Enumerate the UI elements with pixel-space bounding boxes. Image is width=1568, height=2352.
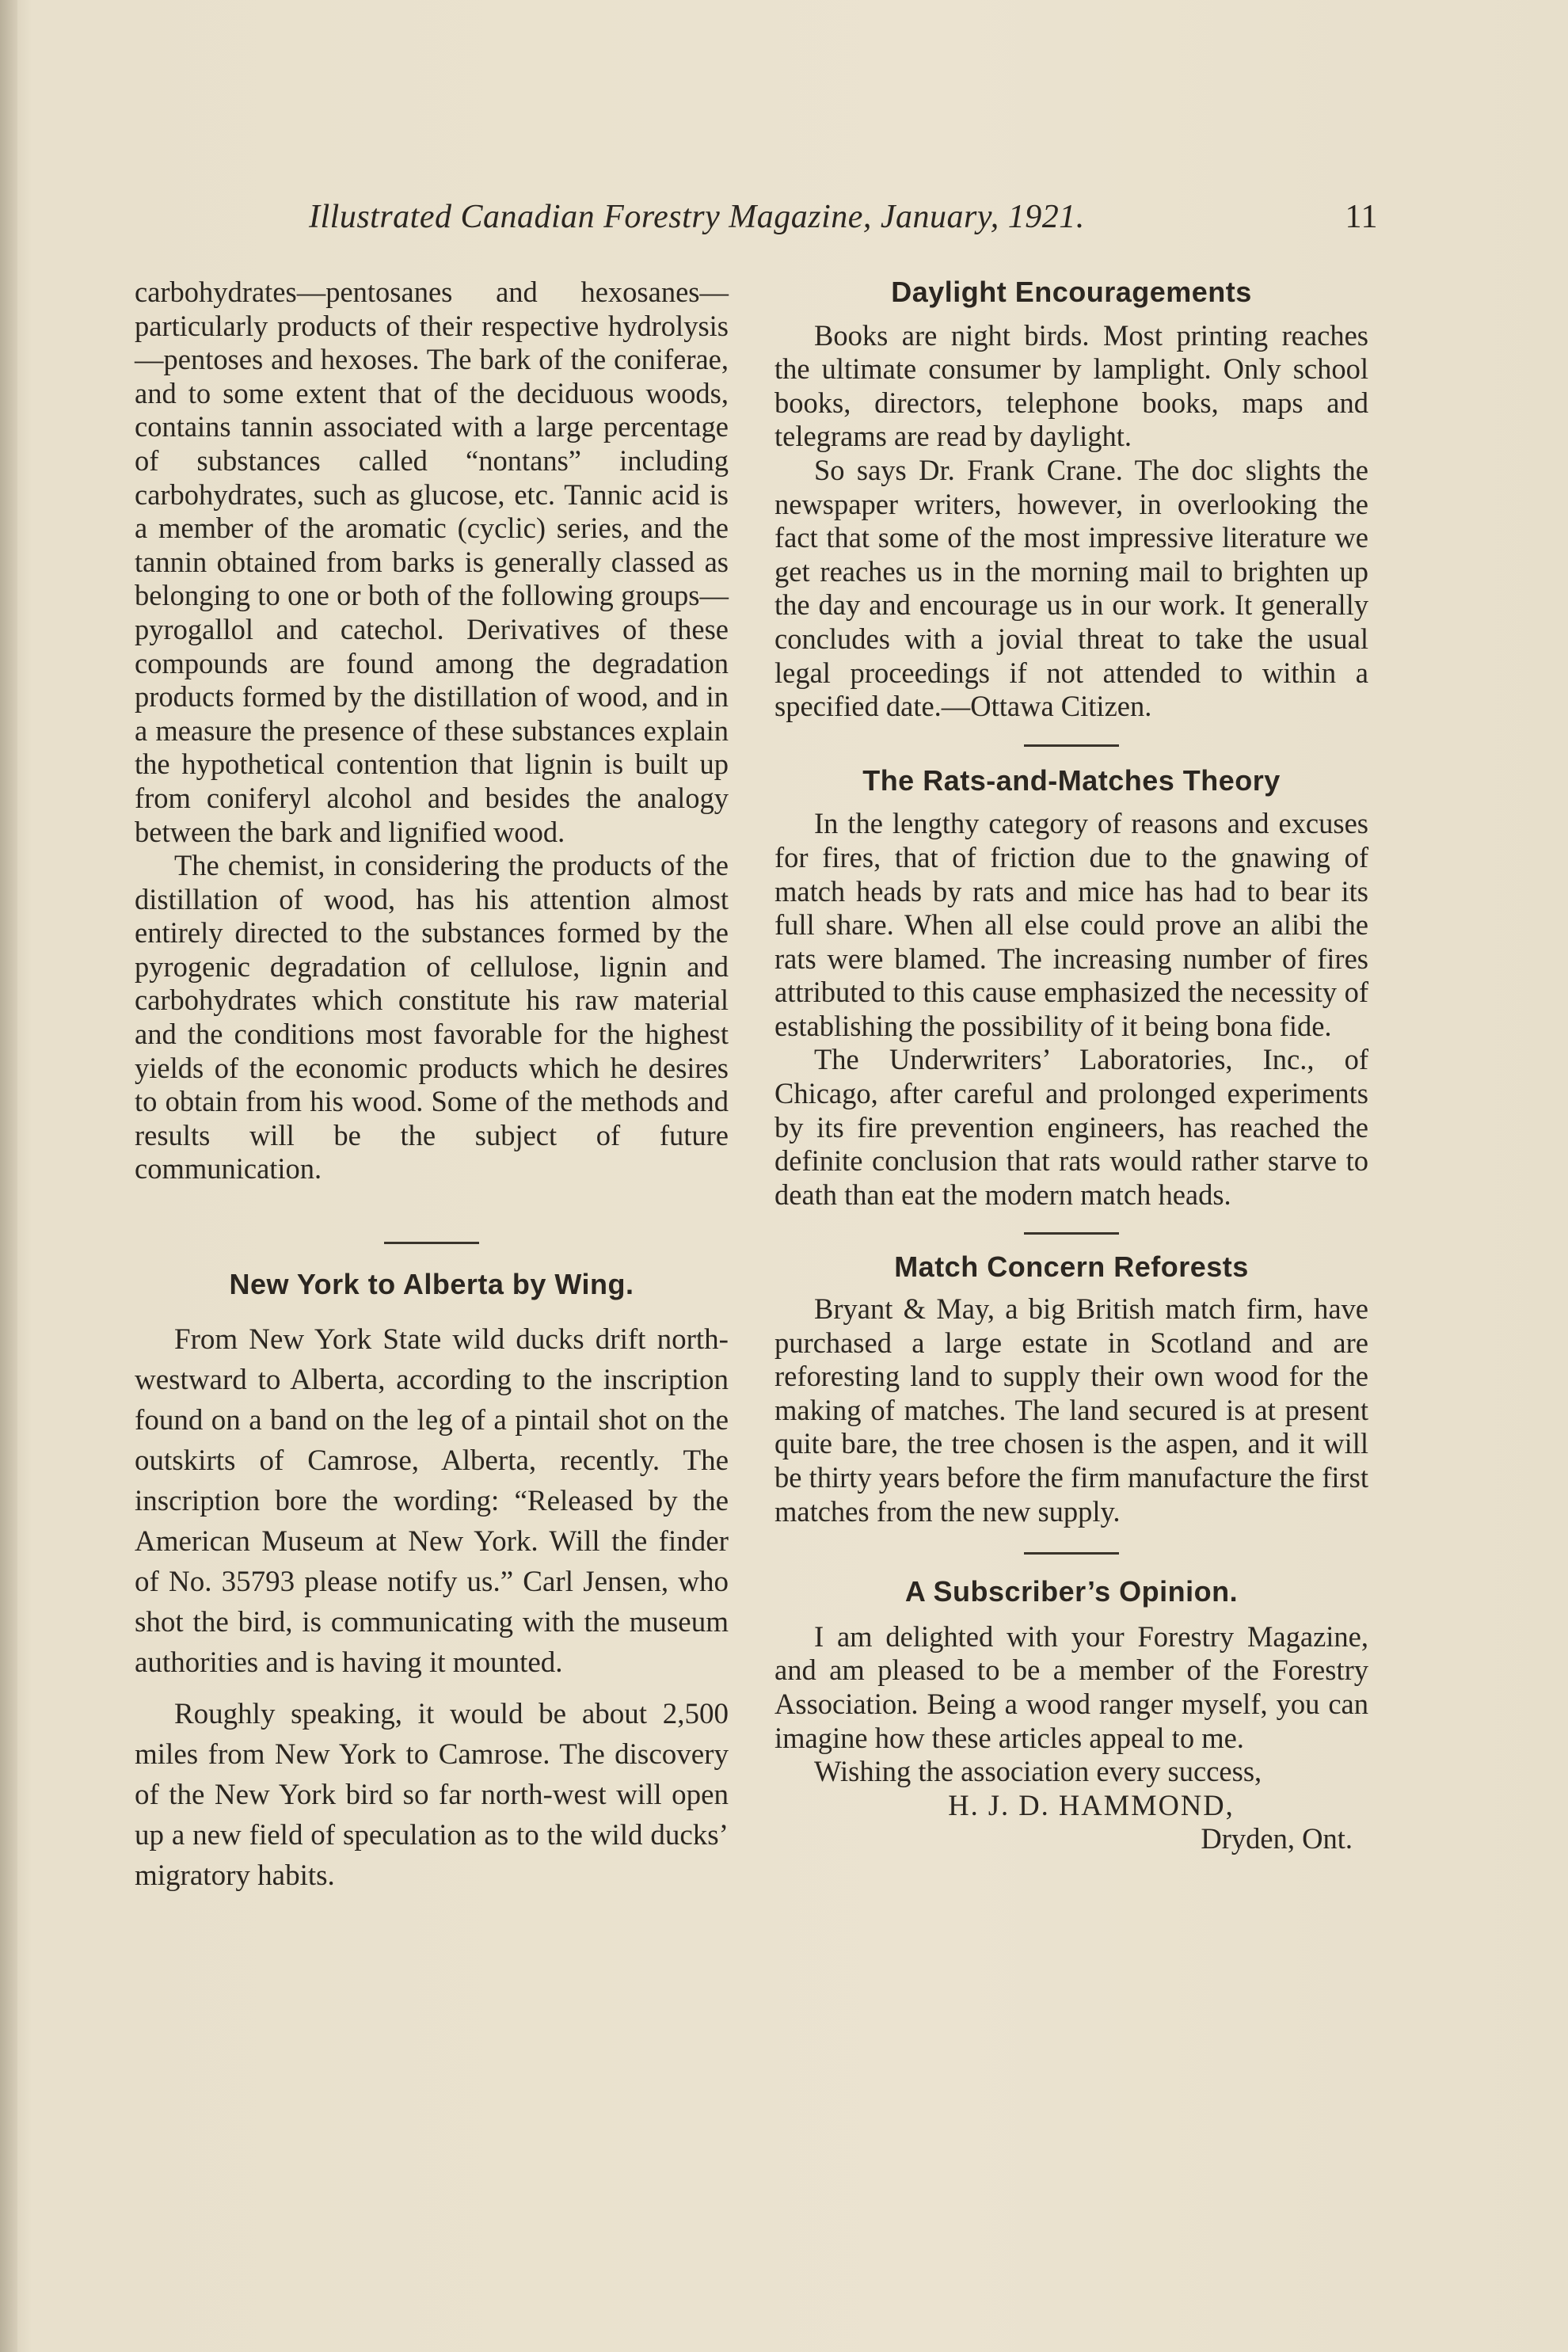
wing-paragraph-2: Roughly speaking, it would be about 2,500 miles from New York to Camrose. The discovery of the New York bird so far north-west will open up a new field of speculation as to the wild ducks’ migratory habits. <box>135 1697 729 1892</box>
chemistry-paragraph-2: The chemist, in considering the products of the distillation of wood, has his attention almost entirely directed to the substances formed by the pyrogenic degradation of cellulose, lignin and carbohydrates which constitute his raw material and the conditions most favorable for the highest yields of the economic products which he desires to obtain from his wood. Some of the methods and results will be the subject of future communication. <box>135 849 729 1186</box>
page-number: 11 <box>1345 199 1378 235</box>
running-title: Illustrated Canadian Forestry Magazine, January, 1921. <box>309 199 1085 235</box>
daylight-paragraph-2: So says Dr. Frank Crane. The doc slights the newspaper writers, however, in overlooking the fact that some of the most impressive literature we get reaches us in the morning mail to brighten up the day and encourage us in our work. It generally concludes with a jovial threat to take the usual legal proceedings if not attended to within a specified date.—Ottawa Citizen. <box>774 453 1368 723</box>
right-column <box>774 276 1368 1856</box>
daylight-article-heading: Daylight Encouragements <box>891 276 1252 308</box>
daylight-paragraph-1: Books are night birds. Most printing reaches the ultimate consumer by lamplight. Only school books, directors, telephone books, maps and telegrams are read by daylight. <box>774 318 1368 453</box>
wing-paragraph-1: From New York State wild ducks drift north-westward to Alberta, according to the inscription found on a band on the leg of a pintail shot on the outskirts of Camrose, Alberta, recently. The inscription bore the wording: “Released by the American Museum at New York. Will the finder of No. 35793 please notify us.” Carl Jensen, who shot the bird, is communicating with the museum authorities and is having it mounted. <box>135 1323 729 1679</box>
left-column <box>135 276 729 1896</box>
letter-place: Dryden, Ont. <box>1201 1822 1353 1855</box>
rats-paragraph-1: In the lengthy category of reasons and excuses for fires, that of friction due to the gnawing of match heads by rats and mice has had to bear its full share. When all else could prove an alibi the rats were blamed. The increasing number of fires attributed to this cause emphasized the necessity of establishing the possibility of it being bona fide. <box>774 807 1368 1042</box>
match-article-heading: Match Concern Reforests <box>894 1250 1249 1284</box>
running-header <box>309 198 1378 245</box>
match-paragraph-1: Bryant & May, a big British match firm, have purchased a large estate in Scotland and are reforesting land to supply their own wood for the making of matches. The land secured is at present quite bare, the tree chosen is the aspen, and it will be thirty years before the firm manufacture the first matches from the new supply. <box>774 1292 1368 1528</box>
chemistry-paragraph-continued: carbohydrates—pentosanes and hexosanes—particularly products of their respective hydrolysis—pentoses and hexoses. The bark of the coniferae, and to some extent that of the deciduous woods, contains tannin associated with a large percentage of substances called “nontans” including carbohydrates, such as glucose, etc. Tannic acid is a member of the aromatic (cyclic) series, and the tannin obtained from barks is generally classed as belonging to one or both of the following groups—pyrogallol and catechol. Derivatives of these compounds are found among the degradation products formed by the distillation of wood, and in a measure the presence of these substances explain the hypothetical contention that lignin is built up from coniferyl alcohol and besides the analogy between the bark and lignified wood. <box>135 276 729 848</box>
page-spine-shadow <box>0 0 17 2352</box>
opinion-paragraph-2: Wishing the association every success, <box>814 1755 1262 1788</box>
rats-article-heading: The Rats-and-Matches Theory <box>862 763 1281 797</box>
letter-signature: H. J. D. HAMMOND, <box>948 1788 1235 1821</box>
rats-paragraph-2: The Underwriters’ Laboratories, Inc., of Chicago, after careful and prolonged experiments by its fire prevention engineers, has reached the definite conclusion that rats would rather starve to death than eat the modern match heads. <box>774 1043 1368 1211</box>
opinion-paragraph-1: I am delighted with your Forestry Magazine, and am pleased to be a member of the Forestry Association. Being a wood ranger myself, you can imagine how these articles appeal to me. <box>774 1619 1368 1754</box>
wing-article-heading: New York to Alberta by Wing. <box>229 1268 634 1301</box>
opinion-article-heading: A Subscriber’s Opinion. <box>904 1575 1239 1608</box>
wing-article-body <box>135 1319 729 1896</box>
